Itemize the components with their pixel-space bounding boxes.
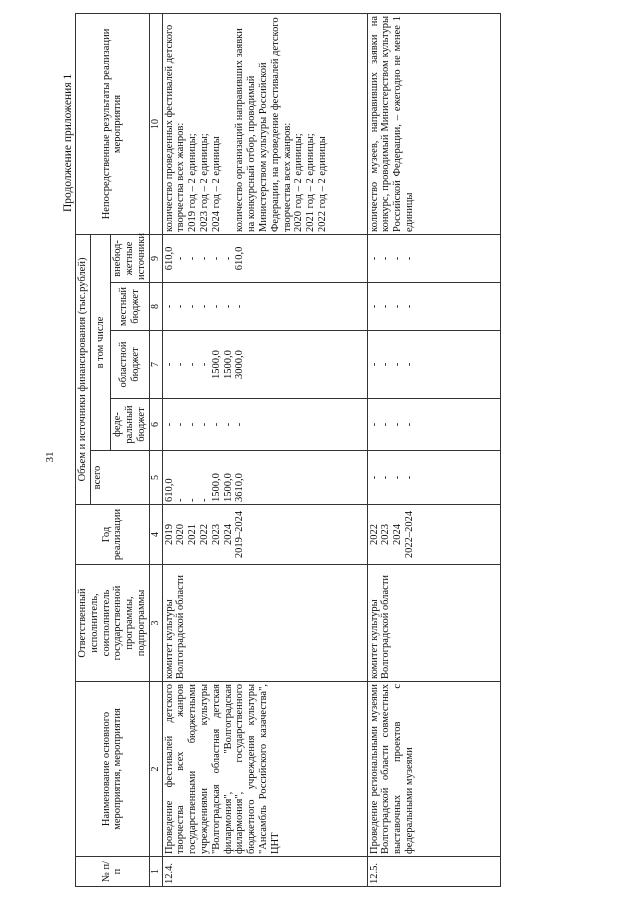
continuation-label: Продолжение приложения 1 [62,73,74,212]
federal-values: - - - - - - - [162,399,367,451]
header-funding: Объем и источники финансирования (тыс.рублей) [76,234,91,504]
rotated-table-container [75,14,535,887]
header-result: Непосредственные результаты реализации мероприятия [76,13,150,234]
result-text: количество проведенных фестивалей детского творчества всех жанров: 2019 год – 2 единицы; 2023 год – 2 единицы; 2024 год – 2 единицы количество организаций направивших заявки на конкурсный отбор, проводимый Министерством культуры Российской Федерации, на проведение фестивалей детского творчества всех жанров: 2020 год – 2 единицы; 2021 год – 2 единицы; 2022 год – 2 единицы [162,13,367,234]
column-number: 3 [149,565,162,682]
years: 2022 2023 2024 2022–2024 [367,505,500,565]
page-number: 31 [44,451,56,463]
table-row [162,13,367,886]
row-number: 12.4. [162,857,367,887]
header-regional: областной бюджет [111,331,149,399]
measure-name: Проведение фестивалей детского творчества всех жанров государственными бюджетными учреждениями культуры "Волгоградская областная детская филармония", "Волгоградская филармония", государственного бюджетного учреждения культуры "Ансамбль Российского казачества", ЦНТ [162,682,367,857]
header-extra: внебюд-жетные источники [111,234,149,282]
extra-values: - - - - [367,234,500,282]
local-values: - - - - - - - [162,283,367,331]
header-name: Наименование основного мероприятия, мероприятия [76,682,150,857]
column-number: 8 [149,283,162,331]
regional-values: - - - - [367,331,500,399]
column-numbers-row [149,13,162,886]
row-number: 12.5. [367,857,500,887]
local-values: - - - - [367,283,500,331]
header-including: в том числе [90,234,111,450]
table-row [367,13,500,886]
column-number: 2 [149,682,162,857]
column-number: 6 [149,399,162,451]
measure-name: Проведение региональными музеями Волгоградской области совместных выставочных проектов с федеральными музеями [367,682,500,857]
total-values: 610,0 - - - 1500,0 1500,0 3610,0 [162,451,367,505]
executor: комитет культуры Волгоградской области [162,565,367,682]
years: 2019 2020 2021 2022 2023 2024 2019–2024 [162,505,367,565]
column-number: 5 [149,451,162,505]
program-table [75,13,501,887]
header-year: Год реализации [76,505,150,565]
total-values: - - - - [367,451,500,505]
column-number: 10 [149,13,162,234]
column-number: 7 [149,331,162,399]
column-number: 9 [149,234,162,282]
column-number: 1 [149,857,162,887]
header-local: местный бюджет [111,283,149,331]
header-no: № п/п [76,857,150,887]
executor: комитет культуры Волгоградской области [367,565,500,682]
result-text: количество музеев, направивших заявки на конкурс, проводимый Министерством культуры Российской Федерации, – ежегодно не менее 1 единицы [367,13,500,234]
header-federal: феде-ральный бюджет [111,399,149,451]
header-executor: Ответственный исполнитель, соисполнитель государственной программы, подпрограммы [76,565,150,682]
regional-values: - - - - 1500,0 1500,0 3000,0 [162,331,367,399]
extra-values: 610,0 - - - - - 610,0 [162,234,367,282]
column-number: 4 [149,505,162,565]
header-total: всего [90,451,149,505]
federal-values: - - - - [367,399,500,451]
